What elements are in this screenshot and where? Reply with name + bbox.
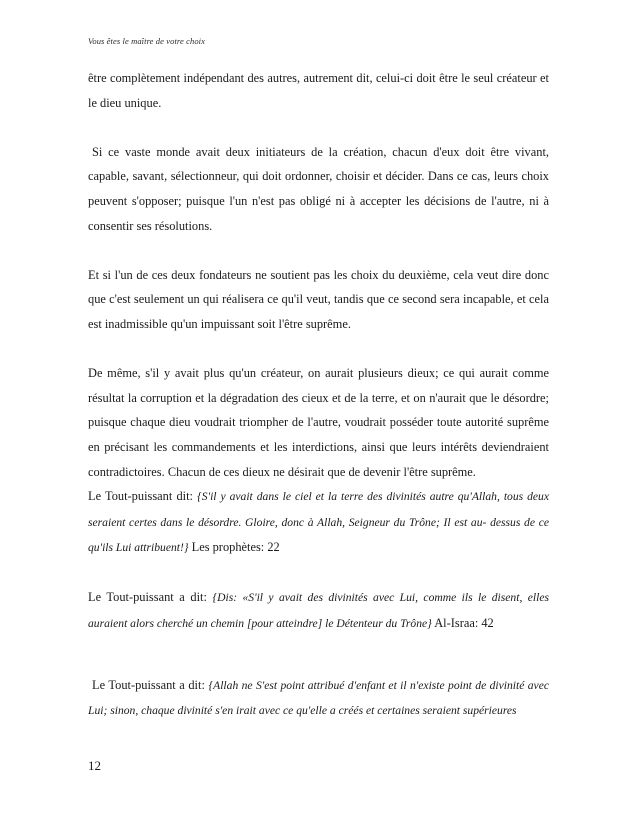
quran-quote: {S'il y avait dans le ciel et la terre des divinités autre qu'Allah, tous deux seraient certes dans le désordre. Gloire, donc à Allah, Seigneur du Trône; Il est au- dessus de ce qu'ils Lui attribuent!} xyxy=(88,490,549,555)
paragraph-several-gods: De même, s'il y avait plus qu'un créateur, on aurait plusieurs dieux; ce qui aurait comme résultat la corruption et la dégradation des cieux et de la terre, et on n'aurait que le désordre; puisque chaque dieu voudrait triompher de l'autre, voudrait posséder toute autorité suprême en précisant les commandements et les interdictions, ainsi que leurs intérêts deviendraient contradictoires. Chacun de ces dieux ne désirait que de devenir l'être suprême. xyxy=(88,366,549,479)
quote-reference: Al-Israa: 42 xyxy=(431,616,494,631)
quote-paragraph-no-child xyxy=(88,673,549,724)
quote-paragraph-israa xyxy=(88,585,549,636)
page-number: 12 xyxy=(88,758,101,773)
quran-quote: {Allah ne S'est point attribué d'enfant et il n'existe point de divinité avec Lui; sinon, chaque divinité s'en irait avec ce qu'elle a créés et certaines seraient supérieures xyxy=(88,678,549,718)
quote-reference: Les prophètes: 22 xyxy=(188,540,280,555)
paragraph-continuation: être complètement indépendant des autres, autrement dit, celui-ci doit être le seul créateur et le dieu unique. xyxy=(88,71,549,110)
paragraph-two-initiators: Si ce vaste monde avait deux initiateurs de la création, chacun d'eux doit être vivant, capable, savant, sélectionneur, qui doit ordonner, choisir et décider. Dans ce cas, leurs choix peuvent s'opposer; puisque l'un n'est pas obligé ni à accepter les décisions de l'autre, ni à consentir ses résolutions. xyxy=(88,144,549,233)
body-text xyxy=(88,66,549,724)
paragraph-two-founders: Et si l'un de ces deux fondateurs ne soutient pas les choix du deuxième, cela veut dire donc que c'est seulement un qui réalisera ce qu'il veut, tandis que ce second sera incapable, et cela est inadmissible qu'un impuissant soit l'être suprême. xyxy=(88,267,549,331)
running-header: Vous êtes le maître de votre choix xyxy=(88,36,206,46)
quote-intro: Le Tout-puissant dit: xyxy=(88,489,198,504)
quote-intro: Le Tout-puissant a dit: xyxy=(88,590,213,605)
quran-quote: {Dis: «S'il y avait des divinités avec Lui, comme ils le disent, elles auraient alors cherché un chemin [pour atteindre] le Détenteur du Trône} xyxy=(88,591,549,631)
quote-intro: Le Tout-puissant a dit: xyxy=(92,677,209,692)
quote-paragraph-prophets xyxy=(88,484,549,561)
